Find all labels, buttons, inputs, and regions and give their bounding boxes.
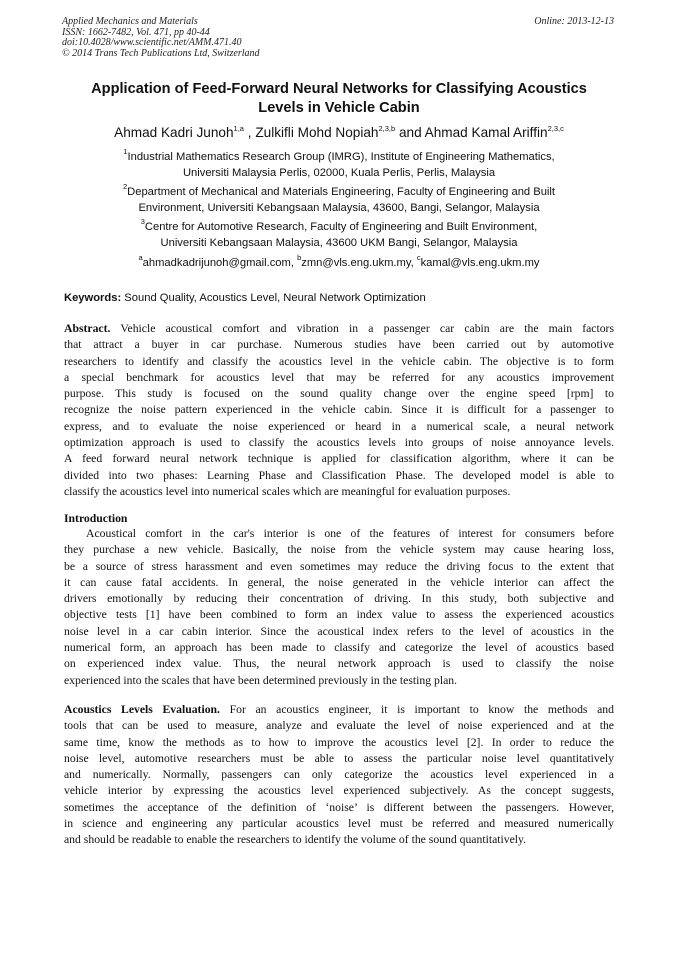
abstract-line: purpose. This study is focused on the sound quality change over the engine speed [rpm] to — [64, 387, 614, 401]
email-mark: c — [416, 253, 421, 262]
abstract-line: optimization approach is used to classify the acoustics levels into groups of noise annoyance levels. — [64, 436, 614, 450]
affiliation-mark: 3 — [140, 217, 145, 226]
abstract-line: that attract a buyer in car purchase. Numerous studies have been carried out by automotive — [64, 338, 614, 352]
doi-line: doi:10.4028/www.scientific.net/AMM.471.40 — [62, 37, 242, 48]
abstract-line: classify the acoustics level into numerical scales which are meaningful for evaluation purposes. — [64, 484, 511, 498]
affiliation-line: Industrial Mathematics Research Group (IMRG), Institute of Engineering Mathematics, — [127, 151, 555, 163]
introduction-line: noise level in a car cabin interior. Since the acoustical index refers to the level of acoustics in the — [64, 624, 614, 638]
acoustics-levels-line: and should be readable to enable the researchers to identify the volume of the sound quantitatively. — [64, 833, 527, 847]
acoustics-levels-line: sometimes the acceptance of the definition of ‘noise’ is different between the passengers. However, — [64, 800, 614, 814]
introduction-heading: Introduction — [64, 512, 128, 525]
affiliation-mark: 2 — [122, 182, 128, 191]
affiliation-mark: 1 — [123, 147, 128, 156]
title-line: Levels in Vehicle Cabin — [258, 100, 420, 116]
introduction-line: on experienced index value. Thus, the neural network approach is used to classify the noise — [64, 657, 614, 671]
journal-header — [62, 17, 260, 59]
introduction-line: be a source of stress harassment and even sometimes may reduce the driving focus to the extent that — [64, 559, 614, 573]
introduction-line: drivers emotionally by reducing their concentration of driving. In this study, both subjective and — [64, 592, 614, 606]
email-address: zmn@vls.eng.ukm.my, — [301, 257, 417, 269]
abstract-line: a special benchmark for acoustics level that may be referred for any acoustics improvement — [64, 370, 614, 384]
author-affiliation-mark: 2,3,c — [547, 124, 564, 133]
abstract-line: express, and to evaluate the noise experienced or heard in a numerical scale, a neural network — [64, 419, 614, 433]
keywords — [64, 291, 426, 306]
abstract-line: Vehicle acoustical comfort and vibration in a passenger car cabin are the main factors — [110, 322, 614, 335]
abstract-line: A feed forward neural network technique is applied for classification algorithm, where it can be — [64, 452, 614, 466]
keywords-label: Keywords: — [64, 292, 122, 304]
abstract-line: recognize the noise pattern experienced in the vehicle cabin. Since it is difficult for a passenger to — [64, 403, 614, 417]
email-address: ahmadkadrijunoh@gmail.com, — [142, 257, 298, 269]
author-separator: , — [243, 125, 256, 140]
author-list — [30, 124, 648, 142]
author-separator: and — [395, 125, 425, 140]
acoustics-levels-line: For an acoustics engineer, it is important to know the methods and — [219, 703, 614, 716]
affiliation — [40, 217, 638, 251]
author-affiliation-mark: 1,a — [233, 124, 244, 133]
abstract-label: Abstract. — [64, 322, 111, 335]
author-name: Zulkifli Mohd Nopiah — [255, 125, 379, 140]
introduction-line: objective tests [1] have been combined to form an index value to assess the experienced acoustics — [64, 608, 614, 622]
abstract-line: divided into two phases: Learning Phase and Classification Phase. The developed model is able to — [64, 468, 614, 482]
acoustics-levels-label: Acoustics Levels Evaluation. — [64, 703, 220, 716]
issn-line: ISSN: 1662-7482, Vol. 471, pp 40-44 — [62, 26, 210, 38]
introduction-line: Acoustical comfort in the car's interior is one of the features of interest for consumers before — [86, 527, 614, 540]
author-emails — [40, 253, 638, 271]
acoustics-levels-line: same time, know the methods as to how to improve the acoustics level [2]. In order to reduce the — [64, 735, 614, 749]
acoustics-levels-line: noise level, automotive researchers must be able to assess the particular noise level quantitatively — [64, 751, 614, 765]
acoustics-levels-line: tools that can be used to measure, analyze and evaluate the level of noise experienced and at the — [64, 719, 614, 733]
introduction-line: they purchase a new vehicle. Basically, the noise from the vehicle system may cause hearing loss, — [64, 543, 614, 557]
paper-title — [40, 80, 638, 118]
affiliation-line: Centre for Automotive Research, Faculty of Engineering and Built Environment, — [144, 221, 538, 233]
affiliation — [40, 147, 638, 181]
acoustics-levels-paragraph — [64, 702, 614, 849]
author-name: Ahmad Kadri Junoh — [114, 125, 234, 140]
introduction-line: numerical form, an approach has been made to classify and categorize the level of acoustics based — [64, 641, 614, 655]
author-affiliation-mark: 2,3,b — [378, 124, 396, 133]
copyright-line: © 2014 Trans Tech Publications Ltd, Switzerland — [62, 47, 260, 59]
affiliation-line: Department of Mechanical and Materials Engineering, Faculty of Engineering and Built — [127, 186, 556, 198]
introduction-paragraph — [64, 526, 614, 689]
author-name: Ahmad Kamal Ariffin — [424, 125, 548, 140]
affiliation-line: Environment, Universiti Kebangsaan Malaysia, 43600, Bangi, Selangor, Malaysia — [138, 201, 540, 214]
email-mark: a — [138, 253, 143, 262]
acoustics-levels-line: in science and engineering any particular acoustics level must be referred and measured numerically — [64, 817, 614, 831]
affiliation — [40, 182, 638, 216]
acoustics-levels-line: vehicle interior by expressing the acoustics level experienced subjectively. As the concept suggests, — [64, 784, 614, 798]
email-address: kamal@vls.eng.ukm.my — [420, 257, 540, 269]
acoustics-levels-line: and numerically. Normally, passengers can only categorize the acoustics level experienced in a — [64, 768, 614, 782]
introduction-line: it can cause fatal accidents. In general, the noise generated in the vehicle interior can affect the — [64, 575, 614, 589]
title-line: Application of Feed-Forward Neural Networks for Classifying Acoustics — [91, 81, 587, 97]
online-date: Online: 2013-12-13 — [534, 16, 614, 27]
abstract-paragraph — [64, 321, 614, 500]
abstract-line: researchers to identify and classify the acoustics level in the vehicle cabin. The objective is to form — [64, 354, 614, 368]
journal-name: Applied Mechanics and Materials — [62, 16, 198, 27]
affiliation-line: Universiti Malaysia Perlis, 02000, Kuala Perlis, Perlis, Malaysia — [182, 166, 496, 179]
keywords-text: Sound Quality, Acoustics Level, Neural Network Optimization — [121, 292, 426, 304]
email-mark: b — [297, 253, 302, 262]
introduction-line: experienced into the scales that have been determined previously in the testing plan. — [64, 673, 458, 687]
affiliation-line: Universiti Kebangsaan Malaysia, 43600 UKM Bangi, Selangor, Malaysia — [160, 236, 518, 249]
